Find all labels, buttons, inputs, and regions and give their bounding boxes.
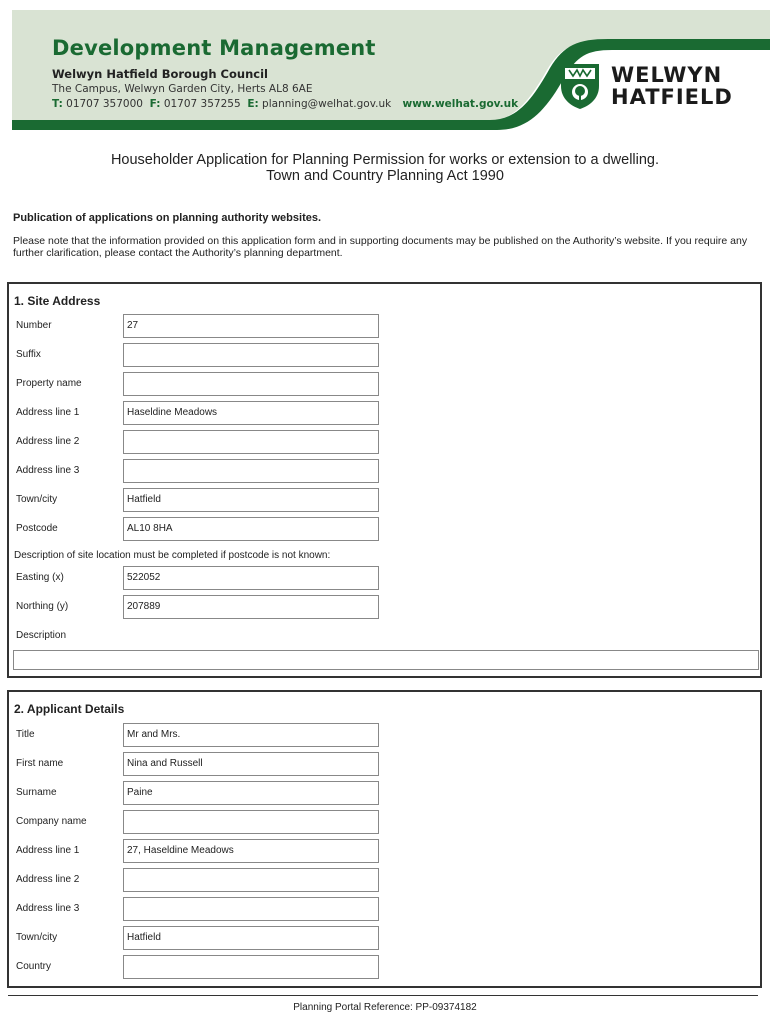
email-link[interactable]: planning@welhat.gov.uk bbox=[262, 98, 392, 110]
logo-line-welwyn: WELWYN bbox=[611, 63, 723, 87]
contact-line bbox=[52, 98, 518, 110]
site-address-line-2-field[interactable] bbox=[123, 430, 379, 454]
shield-icon bbox=[559, 62, 601, 110]
site-address-line-2-row bbox=[9, 430, 760, 456]
site-address-line-3-row bbox=[9, 459, 760, 485]
document-title-line-1: Householder Application for Planning Permission for works or extension to a dwelling. bbox=[110, 152, 660, 168]
site-property-name-row bbox=[9, 372, 760, 398]
site-suffix-row bbox=[9, 343, 760, 369]
description-label: Description bbox=[16, 630, 67, 641]
applicant-company-row bbox=[9, 810, 760, 836]
field-label: Surname bbox=[16, 787, 57, 798]
footer-divider bbox=[8, 995, 758, 996]
applicant-country-field[interactable] bbox=[123, 955, 379, 979]
applicant-surname-field[interactable]: Paine bbox=[123, 781, 379, 805]
applicant-address-line-2-field[interactable] bbox=[123, 868, 379, 892]
site-address-line-1-row bbox=[9, 401, 760, 427]
site-town-field[interactable]: Hatfield bbox=[123, 488, 379, 512]
applicant-address-line-3-row bbox=[9, 897, 760, 923]
easting-row bbox=[9, 566, 760, 592]
department-title: Development Management bbox=[52, 36, 376, 60]
logo-wordmark bbox=[611, 64, 733, 108]
field-label: Northing (y) bbox=[16, 601, 69, 612]
tel-number: 01707 357000 bbox=[66, 98, 143, 110]
field-label: Town/city bbox=[16, 494, 58, 505]
applicant-company-field[interactable] bbox=[123, 810, 379, 834]
field-label: Address line 1 bbox=[16, 845, 80, 856]
field-label: Easting (x) bbox=[16, 572, 64, 583]
applicant-town-row bbox=[9, 926, 760, 952]
site-town-row bbox=[9, 488, 760, 514]
site-property-name-field[interactable] bbox=[123, 372, 379, 396]
document-title-line-2: Town and Country Planning Act 1990 bbox=[266, 168, 504, 184]
applicant-address-line-1-field[interactable]: 27, Haseldine Meadows bbox=[123, 839, 379, 863]
site-suffix-field[interactable] bbox=[123, 343, 379, 367]
site-address-line-3-field[interactable] bbox=[123, 459, 379, 483]
field-label: Town/city bbox=[16, 932, 58, 943]
council-address: The Campus, Welwyn Garden City, Herts AL8 6AE bbox=[52, 83, 313, 95]
welwyn-hatfield-logo bbox=[559, 62, 749, 120]
document-title bbox=[0, 152, 770, 184]
site-address-title: 1. Site Address bbox=[14, 294, 101, 308]
applicant-address-line-3-field[interactable] bbox=[123, 897, 379, 921]
easting-field[interactable]: 522052 bbox=[123, 566, 379, 590]
portal-reference: Planning Portal Reference: PP-09374182 bbox=[293, 1002, 477, 1013]
field-label: First name bbox=[16, 758, 64, 769]
field-label: Property name bbox=[16, 378, 82, 389]
applicant-details-title: 2. Applicant Details bbox=[14, 702, 125, 716]
description-field[interactable] bbox=[13, 650, 759, 670]
applicant-surname-row bbox=[9, 781, 760, 807]
applicant-title-field[interactable]: Mr and Mrs. bbox=[123, 723, 379, 747]
fax-label: F: bbox=[149, 98, 161, 110]
site-number-field[interactable]: 27 bbox=[123, 314, 379, 338]
council-name: Welwyn Hatfield Borough Council bbox=[52, 67, 268, 81]
field-label: Address line 2 bbox=[16, 874, 80, 885]
site-postcode-field[interactable]: AL10 8HA bbox=[123, 517, 379, 541]
northing-row bbox=[9, 595, 760, 621]
applicant-title-row bbox=[9, 723, 760, 749]
applicant-country-row bbox=[9, 955, 760, 981]
applicant-address-line-2-row bbox=[9, 868, 760, 894]
location-note: Description of site location must be completed if postcode is not known: bbox=[14, 550, 331, 561]
site-address-section bbox=[7, 282, 762, 678]
applicant-first-name-row bbox=[9, 752, 760, 778]
site-number-row bbox=[9, 314, 760, 340]
applicant-first-name-field[interactable]: Nina and Russell bbox=[123, 752, 379, 776]
email-label: E: bbox=[247, 98, 259, 110]
applicant-town-field[interactable]: Hatfield bbox=[123, 926, 379, 950]
publication-notice: Please note that the information provided on this application form and in supporting documents may be published on the Authority’s website. If you require any further clarification, please contact the Authority’s planning department. bbox=[13, 235, 748, 259]
field-label: Address line 3 bbox=[16, 903, 80, 914]
field-label: Address line 1 bbox=[16, 407, 80, 418]
publication-heading: Publication of applications on planning authority websites. bbox=[13, 212, 322, 224]
field-label: Country bbox=[16, 961, 52, 972]
site-address-line-1-field[interactable]: Haseldine Meadows bbox=[123, 401, 379, 425]
field-label: Number bbox=[16, 320, 52, 331]
logo-line-hatfield: HATFIELD bbox=[611, 85, 733, 109]
field-label: Company name bbox=[16, 816, 87, 827]
northing-field[interactable]: 207889 bbox=[123, 595, 379, 619]
website-link[interactable]: www.welhat.gov.uk bbox=[402, 98, 519, 110]
field-label: Address line 3 bbox=[16, 465, 80, 476]
field-label: Address line 2 bbox=[16, 436, 80, 447]
tel-label: T: bbox=[52, 98, 63, 110]
field-label: Suffix bbox=[16, 349, 41, 360]
applicant-details-section bbox=[7, 690, 762, 988]
site-postcode-row bbox=[9, 517, 760, 543]
field-label: Title bbox=[16, 729, 35, 740]
field-label: Postcode bbox=[16, 523, 58, 534]
fax-number: 01707 357255 bbox=[163, 98, 241, 110]
applicant-address-line-1-row bbox=[9, 839, 760, 865]
